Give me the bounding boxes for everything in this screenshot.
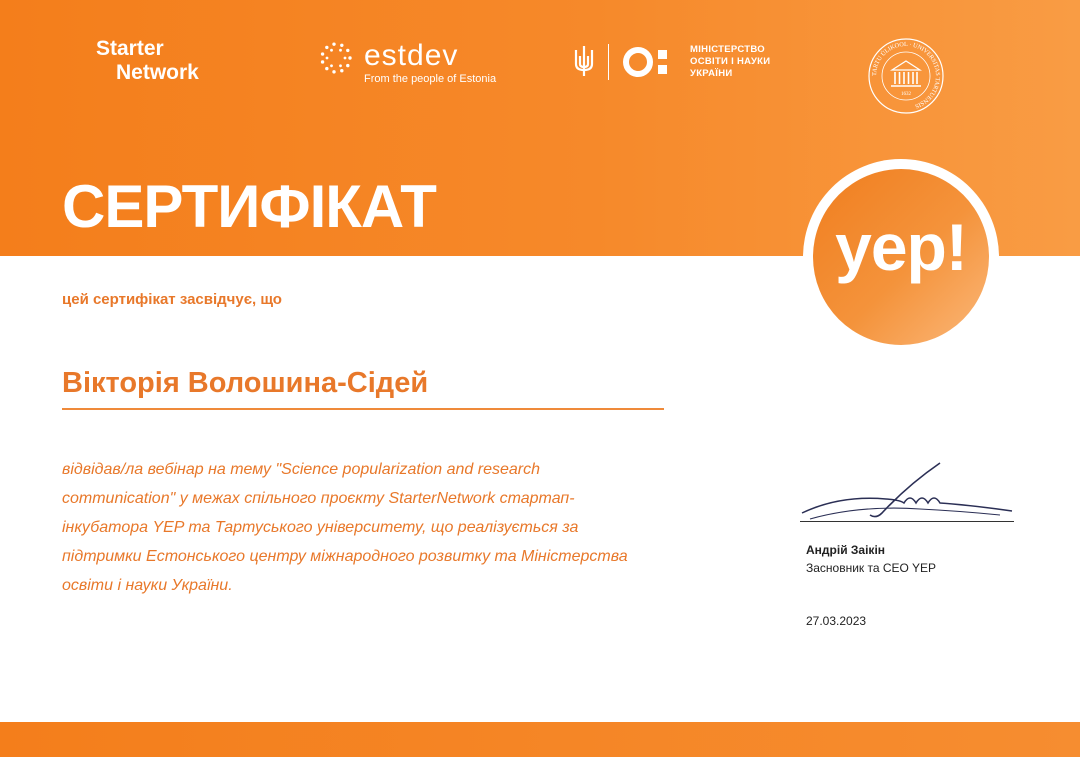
estdev-dot [339,64,342,67]
certificate-description: відвідав/ла вебінар на тему "Science popularization and research communication" у межах спільного проєкту StarterNetwork стартап-інкубатора YEP та Тартуського університету, що реалізується за підтримки Естонського центру міжнародного розвитку та Міністерства освіти і науки України. [62,461,628,594]
estdev-dot [346,64,349,67]
estdev-dots-icon [318,40,354,76]
ministry-name [690,44,770,80]
estdev-dot [344,57,347,60]
certifies-text: цей сертифікат засвідчує, що [62,291,282,308]
ministry-mark-icon [622,46,680,78]
estdev-dot [332,42,335,45]
recipient-name: Вікторія Волошина-Сідей [62,367,429,399]
recipient-underline [62,408,664,410]
certificate-date: 27.03.2023 [806,614,867,628]
estdev-dot [330,49,333,52]
starter-logo-line2: Network [116,61,199,84]
signer-role: Засновник та CEO YEP [806,561,937,575]
estdev-dot [321,60,324,63]
estdev-dot [326,57,329,60]
ministry-line1: МІНІСТЕРСТВО [690,44,765,55]
svg-text:TARTU ÜLIKOOL · UNIVERSITAS TA [871,41,941,110]
estdev-dot [340,44,343,47]
estdev-tagline: From the people of Estonia [364,73,497,85]
seal-year: 1632 [901,92,911,97]
ministry-divider [608,44,609,80]
estdev-dot [340,69,343,72]
seal-text: TARTU ÜLIKOOL · UNIVERSITAS TARTUENSIS [870,40,942,110]
yep-badge-inner [813,169,989,345]
ministry-line2: ОСВІТИ І НАУКИ [690,56,771,67]
estdev-dot [348,56,351,59]
estdev-dot [330,64,333,67]
estdev-dot [321,52,324,55]
estdev-dot [325,46,328,49]
yep-badge-text: yep! [835,210,967,284]
estdev-dot [325,67,328,70]
trident-icon [572,44,596,78]
starter-network-logo [96,37,199,85]
yep-badge [803,159,999,355]
estdev-wordmark: estdev [364,39,459,72]
university-of-tartu-seal-icon [867,37,945,115]
signature-line [800,521,1014,522]
signature-image [800,455,1020,535]
signer-name: Андрій Заікін [806,543,886,557]
estdev-dot [332,70,335,73]
starter-logo-line1: Starter [96,37,164,60]
estdev-dot [346,49,349,52]
certificate-title: СЕРТИФІКАТ [62,173,436,240]
estdev-dot [339,49,342,52]
footer-bar [0,722,1080,757]
ministry-line3: УКРАЇНИ [690,68,733,79]
